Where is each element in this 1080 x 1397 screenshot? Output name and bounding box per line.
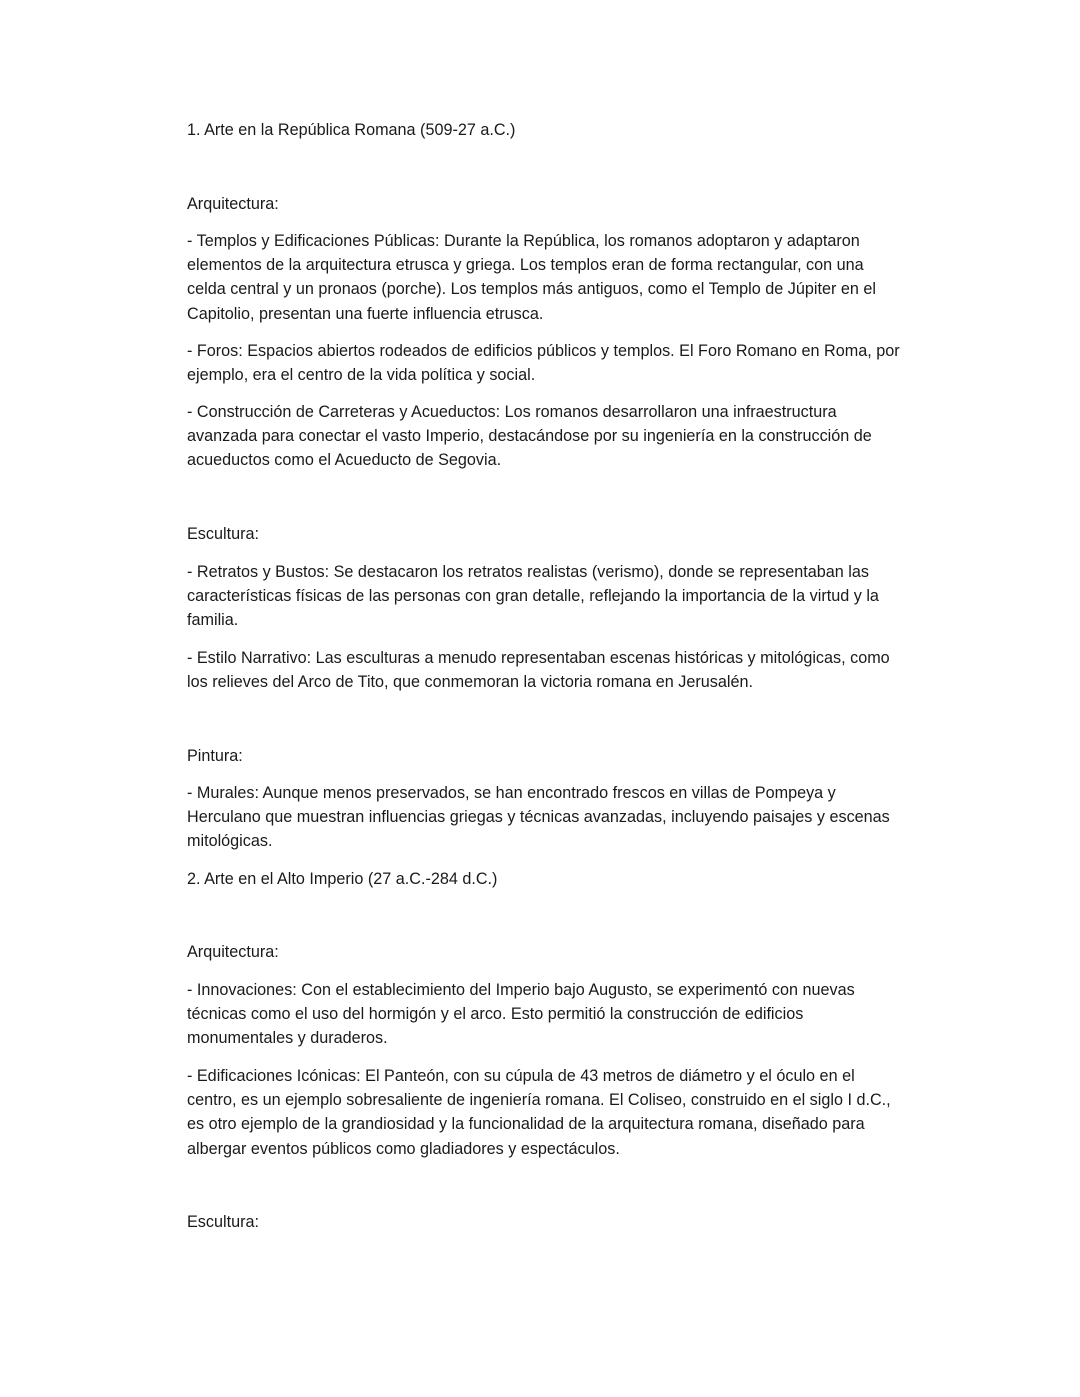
paragraph-retratos: - Retratos y Bustos: Se destacaron los retratos realistas (verismo), donde se representaban las características físicas de las personas con gran detalle, reflejando la importancia de la virtud y la familia. xyxy=(187,563,879,630)
section-title-republica: 1. Arte en la República Romana (509-27 a.C.) xyxy=(187,121,516,139)
paragraph-innovaciones: - Innovaciones: Con el establecimiento del Imperio bajo Augusto, se experimentó con nuevas técnicas como el uso del hormigón y el arco. Esto permitió la construcción de edificios monumentales y duraderos. xyxy=(187,981,855,1048)
paragraph-estilo-narrativo: - Estilo Narrativo: Las esculturas a menudo representaban escenas históricas y mitológicas, como los relieves del Arco de Tito, que conmemoran la victoria romana en Jerusalén. xyxy=(187,649,890,692)
paragraph-carreteras: - Construcción de Carreteras y Acueductos: Los romanos desarrollaron una infraestructura avanzada para conectar el vasto Imperio, destacándose por su ingeniería en la construcción de acueductos como el Acueducto de Segovia. xyxy=(187,403,872,470)
heading-arquitectura-republica: Arquitectura: xyxy=(187,195,279,213)
heading-pintura: Pintura: xyxy=(187,747,243,765)
paragraph-foros: - Foros: Espacios abiertos rodeados de edificios públicos y templos. El Foro Romano en Roma, por ejemplo, era el centro de la vida política y social. xyxy=(187,342,900,385)
paragraph-templos: - Templos y Edificaciones Públicas: Durante la República, los romanos adoptaron y adaptaron elementos de la arquitectura etrusca y griega. Los templos eran de forma rectangular, con una celda central y un pronaos (porche). Los templos más antiguos, como el Templo de Júpiter en el Capitolio, presentan una fuerte influencia etrusca. xyxy=(187,232,876,323)
heading-arquitectura-alto-imperio: Arquitectura: xyxy=(187,943,279,961)
heading-escultura-republica: Escultura: xyxy=(187,525,259,543)
paragraph-edificaciones-iconicas: - Edificaciones Icónicas: El Panteón, con su cúpula de 43 metros de diámetro y el óculo en el centro, es un ejemplo sobresaliente de ingeniería romana. El Coliseo, construido en el siglo I d.C., es otro ejemplo de la grandiosidad y la funcionalidad de la arquitectura romana, diseñado para albergar eventos públicos como gladiadores y espectáculos. xyxy=(187,1067,891,1158)
heading-escultura-alto-imperio: Escultura: xyxy=(187,1213,259,1231)
section-title-alto-imperio: 2. Arte en el Alto Imperio (27 a.C.-284 d.C.) xyxy=(187,870,498,888)
paragraph-murales: - Murales: Aunque menos preservados, se han encontrado frescos en villas de Pompeya y Herculano que muestran influencias griegas y técnicas avanzadas, incluyendo paisajes y escenas mitológicas. xyxy=(187,784,890,851)
